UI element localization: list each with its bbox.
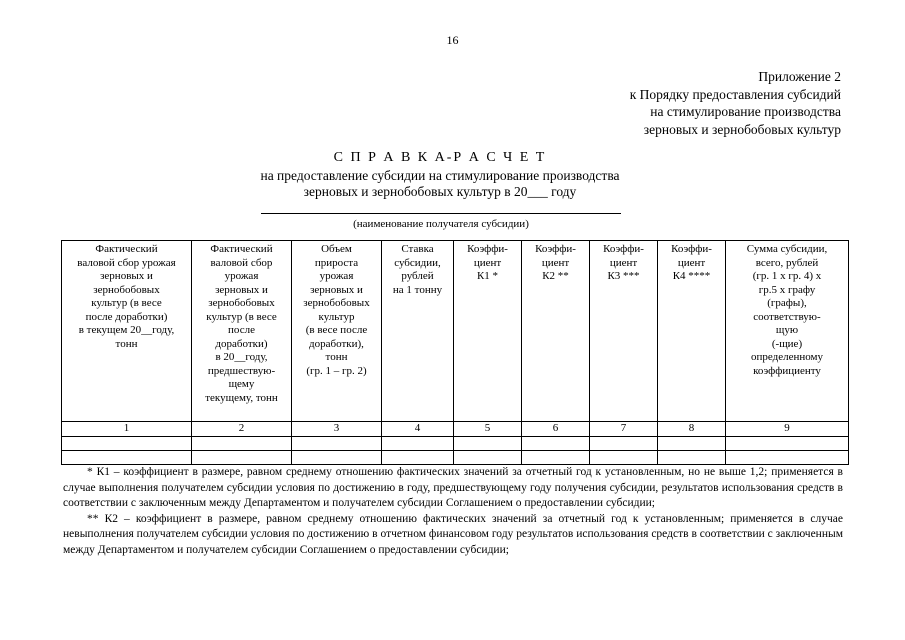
column-number: 1 — [62, 422, 192, 437]
column-number: 7 — [590, 422, 658, 437]
header-cell-subsidy-total: Сумма субсидии, всего, рублей (гр. 1 х гр. 4) х гр.5 х графу (графы), соответствую- щую (-щие) определенному коэффициенту — [726, 241, 849, 422]
column-number: 5 — [454, 422, 522, 437]
page-number: 16 — [446, 33, 459, 47]
table-row — [62, 436, 849, 450]
column-number: 6 — [522, 422, 590, 437]
empty-cell — [590, 436, 658, 450]
empty-cell — [62, 436, 192, 450]
appendix-line: Приложение 2 — [758, 69, 841, 84]
empty-cell — [192, 450, 292, 464]
appendix-line: к Порядку предоставления субсидий — [629, 86, 841, 102]
header-cell-gross-yield-current: Фактический валовой сбор урожая зерновых и зернобобовых культур (в весе после доработки) в текущем 20__году, тонн — [62, 241, 192, 422]
appendix-line: на стимулирование производства — [650, 104, 841, 119]
empty-cell — [454, 436, 522, 450]
column-number: 8 — [658, 422, 726, 437]
header-cell-subsidy-rate: Ставка субсидии, рублей на 1 тонну — [382, 241, 454, 422]
subtitle-line: зерновых и зернобобовых культур в 20___ году — [303, 184, 577, 199]
table-header-row — [62, 241, 849, 422]
empty-cell — [382, 436, 454, 450]
footnote-k2: ** К2 – коэффициент в размере, равном среднему отношению фактических значений за отчетный год к установленным; применяется в случае невыполнения получателем субсидии условия по достижению в отчетном финансовом году результатов использования средств в соответствии с заключенным между Департаментом и получателем субсидии Соглашением о предоставлении субсидии; — [63, 512, 843, 556]
header-cell-k4: Коэффи- циент К4 **** — [658, 241, 726, 422]
footnote-k1: * К1 – коэффициент в размере, равном среднему отношению фактических значений за отчетный год к установленным, но не выше 1,2; применяется в случае выполнения получателем субсидии условия по достижению в году, предшествующему году получения субсидии, результатов использования средств в соответствии с заключенным между Департаментом и получателем субсидии Соглашением о предоставлении субсидии; — [63, 466, 843, 510]
table-row — [62, 450, 849, 464]
empty-cell — [62, 450, 192, 464]
column-number: 3 — [292, 422, 382, 437]
document-title: С П Р А В К А-Р А С Ч Е Т — [333, 150, 547, 165]
empty-cell — [726, 436, 849, 450]
empty-cell — [292, 450, 382, 464]
empty-cell — [590, 450, 658, 464]
empty-cell — [726, 450, 849, 464]
header-cell-yield-growth: Объем прироста урожая зерновых и зернобобовых культур (в весе после доработки), тонн (гр. 1 – гр. 2) — [292, 241, 382, 422]
calculation-table — [61, 240, 849, 465]
recipient-name-line — [261, 213, 621, 214]
document-subtitle — [0, 168, 880, 200]
empty-cell — [658, 450, 726, 464]
column-number: 9 — [726, 422, 849, 437]
appendix-line: зерновых и зернобобовых культур — [643, 121, 841, 137]
header-cell-k1: Коэффи- циент К1 * — [454, 241, 522, 422]
column-number-row — [62, 422, 849, 437]
header-cell-gross-yield-previous: Фактический валовой сбор урожая зерновых и зернобобовых культур (в весе после доработки) в 20__году, предшествую- щему текущему, тонн — [192, 241, 292, 422]
column-number: 2 — [192, 422, 292, 437]
subtitle-line: на предоставление субсидии на стимулирование производства — [260, 168, 620, 183]
empty-cell — [192, 436, 292, 450]
empty-cell — [292, 436, 382, 450]
header-cell-k2: Коэффи- циент К2 ** — [522, 241, 590, 422]
footnotes — [63, 465, 843, 559]
empty-cell — [382, 450, 454, 464]
header-cell-k3: Коэффи- циент К3 *** — [590, 241, 658, 422]
empty-cell — [658, 436, 726, 450]
empty-cell — [522, 450, 590, 464]
column-number: 4 — [382, 422, 454, 437]
empty-cell — [454, 450, 522, 464]
recipient-caption: (наименование получателя субсидии) — [353, 218, 529, 230]
empty-cell — [522, 436, 590, 450]
appendix-reference — [630, 68, 841, 138]
